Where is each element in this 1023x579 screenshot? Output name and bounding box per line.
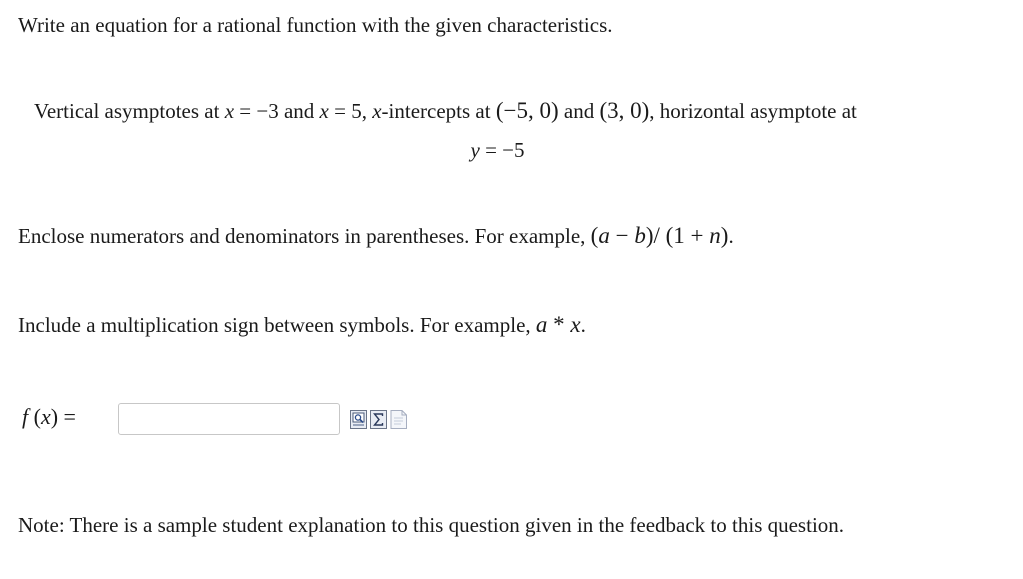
instruction-period: . — [728, 224, 734, 248]
math-equals: = — [328, 99, 352, 123]
math-value: 5 — [351, 99, 362, 123]
characteristics-text: , — [361, 99, 373, 123]
math-paren: ) — [720, 223, 729, 248]
math-paren: (1 + — [665, 223, 710, 248]
math-var-x: x — [372, 99, 382, 123]
math-var-b: b — [634, 223, 646, 248]
characteristics-line-2 — [0, 138, 1023, 163]
characteristics-text: Vertical asymptotes at — [34, 99, 225, 123]
math-point: (−5, 0) — [495, 98, 559, 123]
preview-icon[interactable] — [350, 410, 367, 429]
math-var-x: x — [40, 404, 51, 429]
answer-row — [22, 402, 442, 436]
characteristics-text: and — [278, 99, 320, 123]
help-icon[interactable] — [390, 410, 407, 429]
math-var-y: y — [470, 138, 480, 162]
answer-input[interactable] — [118, 403, 340, 435]
math-equals: = — [479, 138, 503, 162]
function-label — [22, 404, 76, 430]
instruction-text: Include a multiplication sign between symbols. For example, — [18, 313, 536, 337]
math-divide: )/ — [645, 223, 660, 248]
note-text: Note: There is a sample student explanation to this question given in the feedback to this question. — [18, 513, 845, 537]
math-point: (3, 0) — [599, 98, 650, 123]
characteristics-line-1 — [34, 98, 857, 124]
math-equals: = — [234, 99, 257, 123]
math-var-f: f — [22, 404, 29, 429]
equation-editor-icon[interactable] — [370, 410, 387, 429]
math-value: −3 — [256, 99, 279, 123]
question-prompt: Write an equation for a rational function with the given characteristics. — [18, 13, 613, 37]
math-var-n: n — [709, 223, 721, 248]
math-paren: ( — [28, 404, 41, 429]
math-var-a: a — [598, 223, 610, 248]
instruction-text: Enclose numerators and denominators in parentheses. For example, — [18, 224, 591, 248]
math-var-x: x — [570, 312, 581, 337]
math-equals: = — [58, 404, 76, 429]
math-star: * — [547, 312, 571, 337]
math-paren: ) — [50, 404, 59, 429]
math-var-x: x — [319, 99, 329, 123]
instruction-multiplication — [18, 312, 586, 338]
math-var-a: a — [535, 312, 548, 337]
math-minus: − — [609, 223, 635, 248]
characteristics-text: and — [558, 99, 600, 123]
characteristics-text: -intercepts at — [381, 99, 496, 123]
math-paren: ( — [590, 223, 599, 248]
instruction-parentheses — [18, 223, 734, 249]
characteristics-text: , horizontal asymptote at — [649, 99, 857, 123]
math-var-x: x — [224, 99, 235, 123]
math-value: −5 — [502, 138, 525, 162]
instruction-period: . — [580, 313, 586, 337]
